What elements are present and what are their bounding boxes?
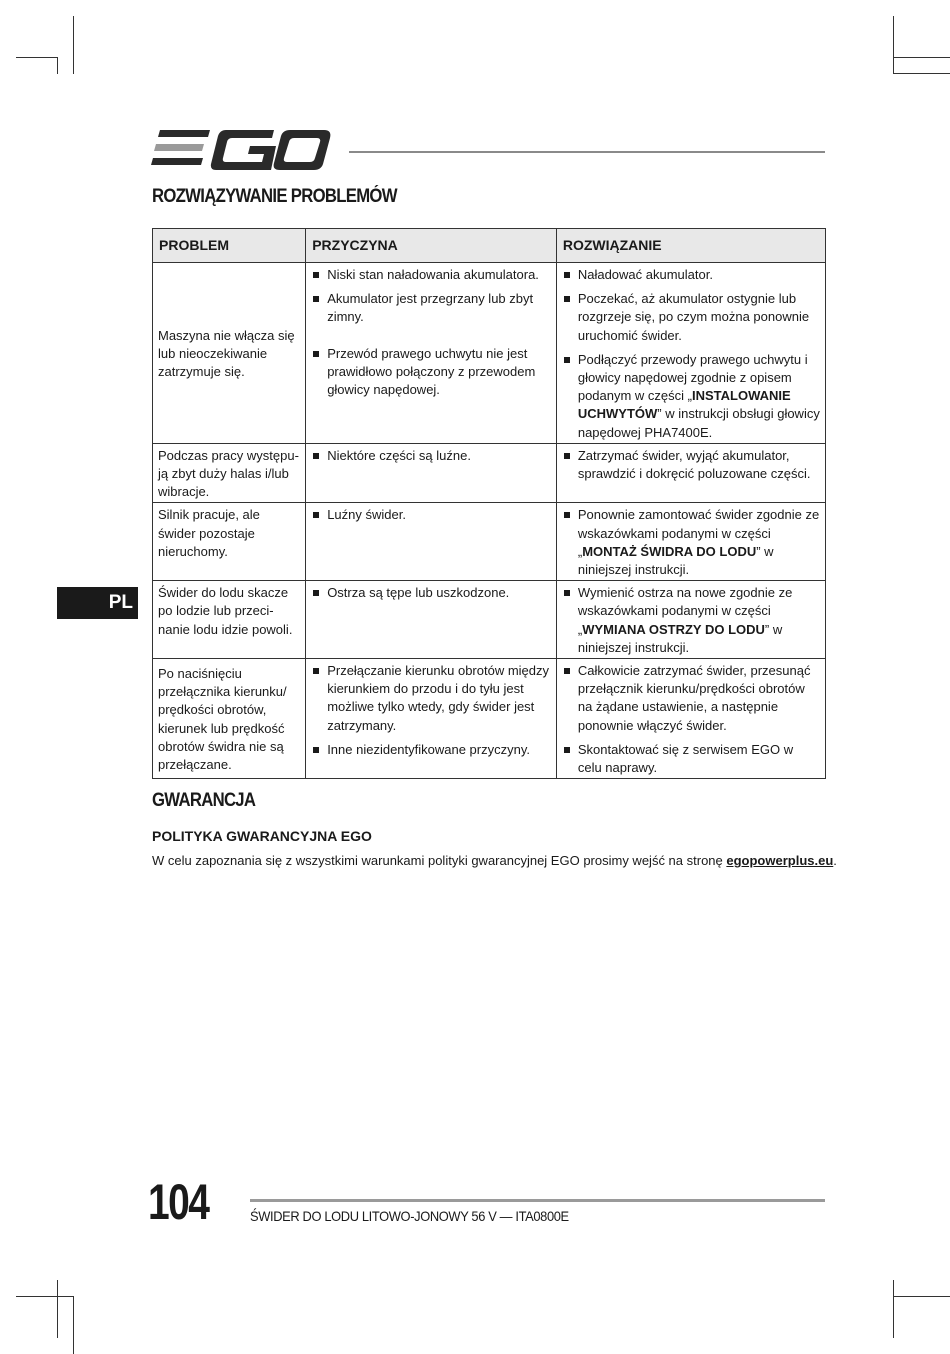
page-number: 104 [148, 1174, 209, 1230]
problem-cell: Podczas pracy występu-ją zbyt duży halas i/lub wibracje. [153, 443, 306, 503]
table-header-row [153, 229, 826, 263]
crop-mark [16, 1296, 74, 1297]
crop-mark [893, 16, 894, 74]
warranty-title: GWARANCJA [152, 790, 256, 811]
cause-item: Ostrza są tępe lub uszkodzone. [311, 584, 551, 602]
crop-mark [893, 57, 950, 58]
solution-cell [556, 581, 825, 659]
table-row [153, 581, 826, 659]
solution-item: Naładować akumulator. [562, 266, 820, 284]
crop-mark [893, 1280, 894, 1338]
solution-item: Zatrzymać świder, wyjąć akumulator, sprawdzić i dokręcić poluzowane części. [562, 447, 820, 483]
troubleshooting-title: ROZWIĄZYWANIE PROBLEMÓW [152, 186, 397, 207]
crop-mark [73, 1296, 74, 1354]
solution-cell [556, 443, 825, 503]
solution-item: Ponownie zamontować świder zgodnie ze wskazówkami podanymi w części „MONTAŻ ŚWIDRA DO LODU” w niniejszej instrukcji. [562, 506, 820, 579]
solution-item: Poczekać, aż akumulator ostygnie lub rozgrzeje się, po czym można ponownie uruchomić świder. [562, 290, 820, 345]
crop-mark [73, 16, 74, 74]
cause-item: Niektóre części są luźne. [311, 447, 551, 465]
cause-cell [306, 443, 557, 503]
header-problem: PROBLEM [153, 229, 306, 263]
crop-mark [16, 57, 58, 58]
cause-item: Akumulator jest przegrzany lub zbyt zimny. [311, 290, 551, 326]
warranty-link[interactable]: egopowerplus.eu [726, 853, 834, 868]
table-row [153, 263, 826, 444]
crop-mark [57, 57, 58, 74]
solution-cell [556, 503, 825, 581]
problem-cell: Świder do lodu skacze po lodzie lub przeci-nanie lodu idzie powoli. [153, 581, 306, 659]
solution-item: Całkowicie zatrzymać świder, przesunąć przełącznik kierunku/prędkości obrotów na żądane ustawienie, a następnie ponownie włączyć świder. [562, 662, 820, 735]
ego-logo [150, 128, 332, 174]
solution-item: Podłączyć przewody prawego uchwytu i głowicy napędowej zgodnie z opisem podanym w części „INSTALOWANIE UCHWYTÓW” w instrukcji obsługi głowicy napędowej PHA7400E. [562, 351, 820, 442]
header-cause: PRZYCZYNA [306, 229, 557, 263]
cause-cell [306, 263, 557, 444]
header-solution: ROZWIĄZANIE [556, 229, 825, 263]
troubleshooting-table [152, 228, 826, 779]
solution-item: Skontaktować się z serwisem EGO w celu naprawy. [562, 741, 820, 777]
language-tab: PL [57, 587, 138, 619]
footer-rule [250, 1199, 825, 1202]
cause-item: Przewód prawego uchwytu nie jest prawidłowo połączony z przewodem głowicy napędowej. [311, 345, 551, 400]
cause-cell [306, 659, 557, 779]
problem-cell: Maszyna nie włącza się lub nieoczekiwanie zatrzymuje się. [153, 263, 306, 444]
cause-cell [306, 581, 557, 659]
cause-item: Inne niezidentyfikowane przyczyny. [311, 741, 551, 759]
cause-item: Niski stan naładowania akumulatora. [311, 266, 551, 284]
crop-mark [57, 1280, 58, 1338]
problem-cell: Po naciśnięciu przełącznika kierunku/ prędkości obrotów, kierunek lub prędkość obrotów świdra nie są przełączane. [153, 659, 306, 779]
table-row [153, 443, 826, 503]
problem-cell: Silnik pracuje, ale świder pozostaje nieruchomy. [153, 503, 306, 581]
table-row [153, 503, 826, 581]
cause-item: Luźny świder. [311, 506, 551, 524]
cause-cell [306, 503, 557, 581]
cause-item: Przełączanie kierunku obrotów między kierunkiem do przodu i do tyłu jest możliwe tylko wtedy, gdy świder jest zatrzymany. [311, 662, 551, 735]
solution-cell [556, 659, 825, 779]
solution-cell [556, 263, 825, 444]
footer-text: ŚWIDER DO LODU LITOWO-JONOWY 56 V — ITA0800E [250, 1208, 569, 1224]
crop-mark [893, 73, 950, 74]
solution-item: Wymienić ostrza na nowe zgodnie ze wskazówkami podanymi w części „WYMIANA OSTRZY DO LODU” w niniejszej instrukcji. [562, 584, 820, 657]
crop-mark [893, 1296, 950, 1297]
table-row [153, 659, 826, 779]
warranty-text: W celu zapoznania się z wszystkimi warunkami polityki gwarancyjnej EGO prosimy wejść na stronę egopowerplus.eu. [152, 853, 837, 868]
warranty-subtitle: POLITYKA GWARANCYJNA EGO [152, 828, 372, 844]
header-rule [349, 151, 825, 153]
